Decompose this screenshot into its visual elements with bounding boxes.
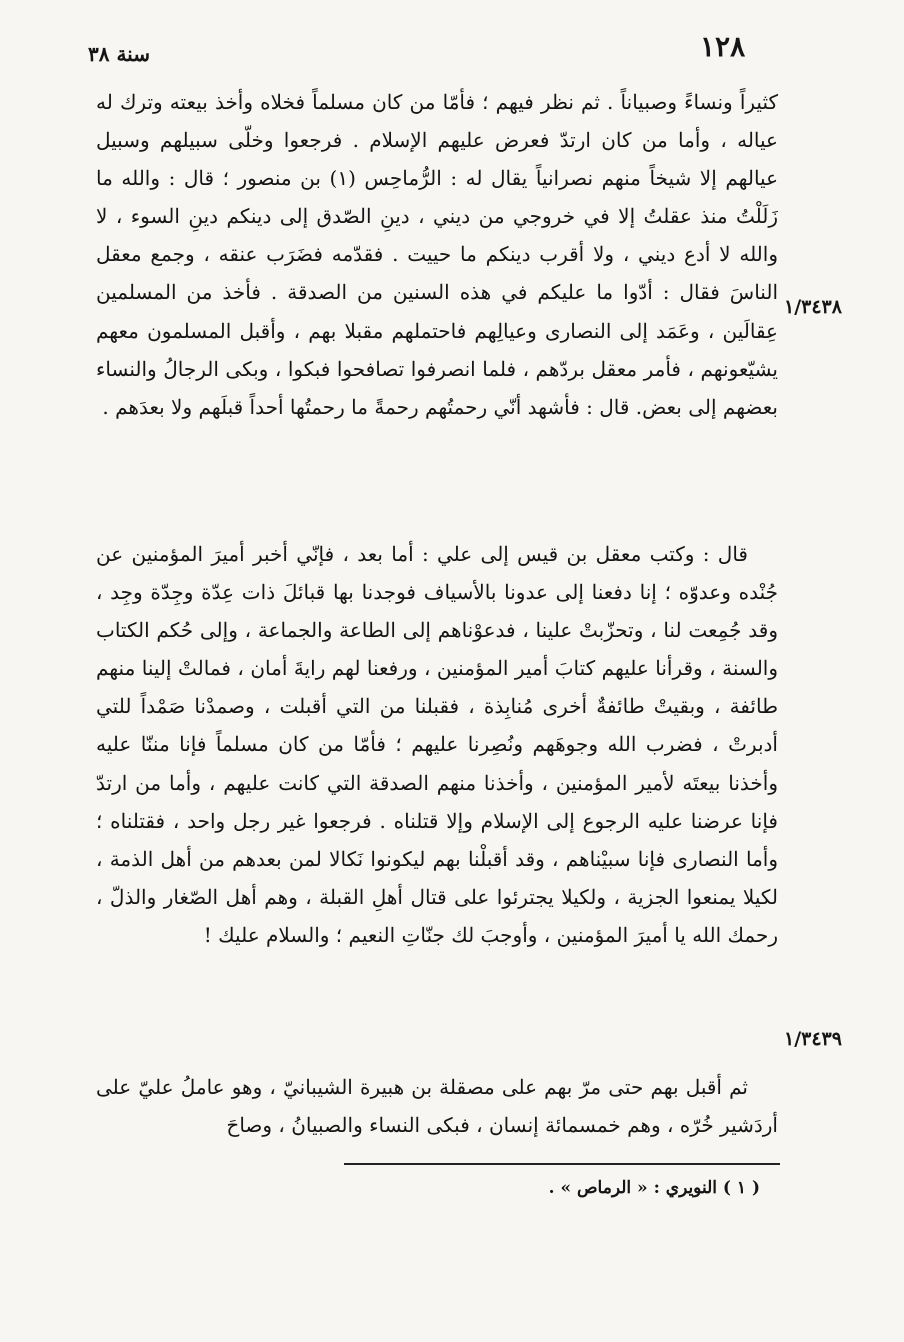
body-paragraph	[96, 535, 778, 954]
paragraph-text: قال : وكتب معقل بن قيس إلى علي : أما بعد ، فإنّي أخبر أميرَ المؤمنين عن جُنْده وعدوّه ؛ إنا دفعنا إلى عدونا بالأسياف فوجدنا بها قبائلَ ذات عِدّة وجِدّة وجِد ، وقد جُمِعت لنا ، وتحزّبتْ علينا ، فدعوْناهم إلى الطاعة والجماعة ، وإلى حُكم الكتاب والسنة ، وقرأنا عليهم كتابَ أمير المؤمنين ، ورفعنا لهم رايةَ أمان ، فمالتْ إلينا منهم طائفة ، وبقيتْ طائفةٌ أخرى مُنابِذة ، فقبلنا من التي أقبلت ، وصمدْنا صَمْداً للتي أدبرتْ ، فضرب الله وجوهَهم ونُصِرنا عليهم ؛ فأمّا من كان مسلماً فإنا مننّا عليه وأخذنا بيعتَه لأمير المؤمنين ، وأخذنا منهم الصدقة التي كانت عليهم ، وأما من ارتدّ فإنا عرضنا عليه الرجوع إلى الإسلام وإلا قتلناه . فرجعوا غير رجل واحد ، فقتلناه ؛ وأما النصارى فإنا سبيْناهم ، وقد أقبلْنا بهم ليكونوا نَكالا لمن بعدهم من أهل الذمة ، لكيلا يمنعوا الجزية ، ولكيلا يجترئوا على قتال أهلِ القبلة ، وهم أهل الصّغار والذلّ ، رحمك الله يا أميرَ المؤمنين ، وأوجبَ لك جنّاتِ النعيم ؛ والسلام عليك !	[96, 542, 779, 947]
body-paragraph	[96, 1068, 778, 1144]
margin-reference: ١/٣٤٣٨	[784, 296, 842, 318]
footnote: ( ١ ) النويري : « الرماص » .	[548, 1178, 760, 1198]
paragraph-text: ثم أقبل بهم حتى مرّ بهم على مصقلة بن هبيرة الشيبانيّ ، وهو عاملُ عليّ على أردَشير خُرّه ، وهم خمسمائة إنسان ، فبكى النساء والصبيانُ ، وصاحَ	[96, 1075, 778, 1138]
margin-reference: ١/٣٤٣٩	[784, 1028, 842, 1050]
page-number: ١٢٨	[700, 30, 746, 63]
running-header-year: سنة ٣٨	[88, 42, 150, 66]
paragraph-text: كثيراً ونساءً وصبياناً . ثم نظر فيهم ؛ فأمّا من كان مسلماً فخلاه وأخذ بيعته وترك له عياله ، وأما من كان ارتدّ فعرض عليهم الإسلام . فرجعوا وخلّى سبيلهم وسبيل عيالهم إلا شيخاً منهم نصرانياً يقال له : الرُّماحِس (١) بن منصور ؛ قال : والله ما زَلَلْتُ منذ عقلتُ إلا في خروجي من ديني ، دينِ الصّدق إلى دينكم دينِ السوء ، لا والله لا أدع ديني ، ولا أقرب دينكم ما حييت . فقدّمه فضَرَب عنقه ، وجمع معقل الناسَ فقال : أدّوا ما عليكم في هذه السنين من الصدقة . فأخذ من المسلمين عِقالَين ، وعَمَد إلى النصارى وعيالِهم فاحتملهم مقبلا بهم ، وأقبل المسلمون معهم يشيّعونهم ، فأمر معقل بردّهم ، فلما انصرفوا تصافحوا فبكوا ، وبكى الرجالُ والنساء بعضهم إلى بعض. قال : فأشهد أنّي رحمتُهم رحمةً ما رحمتُها أحداً قبلَهم ولا بعدَهم .	[96, 90, 779, 419]
footnote-divider	[344, 1163, 780, 1165]
body-paragraph	[96, 83, 778, 426]
